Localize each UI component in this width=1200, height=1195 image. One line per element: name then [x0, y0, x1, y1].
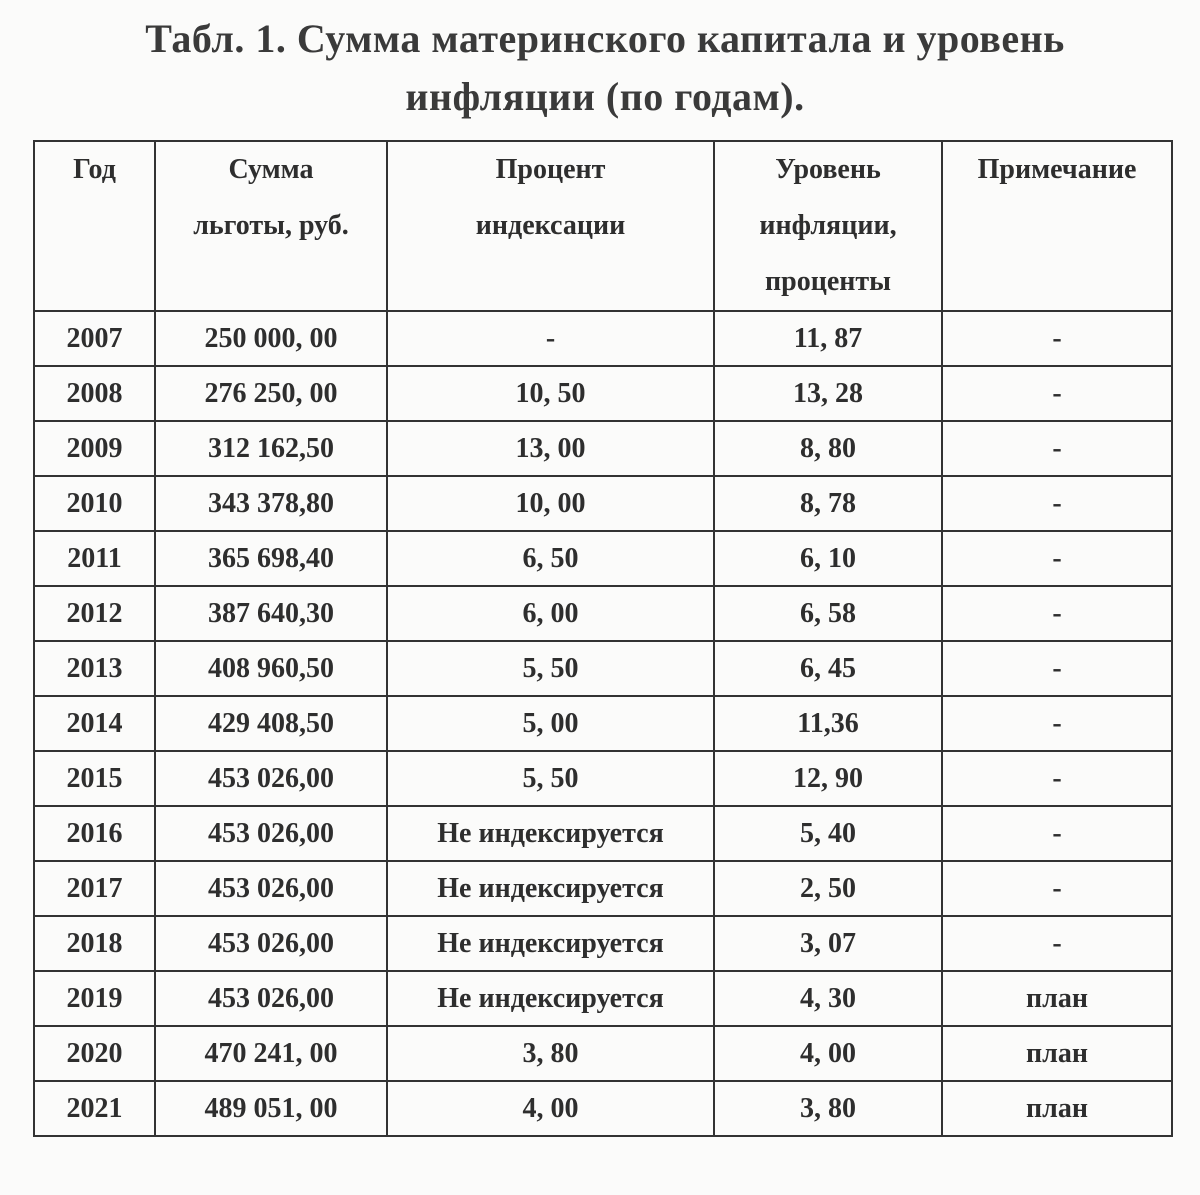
table-row [34, 531, 1172, 586]
cell-indexation-percent: Не индексируется [387, 971, 714, 1026]
table-row [34, 586, 1172, 641]
cell-note: - [942, 751, 1172, 806]
header-row [34, 141, 1172, 311]
cell-benefit-sum: 453 026,00 [155, 916, 387, 971]
cell-note: - [942, 531, 1172, 586]
table-row [34, 751, 1172, 806]
cell-indexation-percent: 4, 00 [387, 1081, 714, 1136]
table-row [34, 366, 1172, 421]
cell-inflation-level: 2, 50 [714, 861, 942, 916]
cell-benefit-sum: 429 408,50 [155, 696, 387, 751]
header-note-label: Примечание [977, 154, 1137, 185]
cell-indexation-percent: 6, 00 [387, 586, 714, 641]
cell-benefit-sum: 312 162,50 [155, 421, 387, 476]
table-row [34, 696, 1172, 751]
header-indexation [387, 141, 714, 311]
cell-year: 2017 [34, 861, 155, 916]
cell-note: - [942, 861, 1172, 916]
cell-inflation-level: 6, 58 [714, 586, 942, 641]
cell-indexation-percent: 13, 00 [387, 421, 714, 476]
table-row [34, 916, 1172, 971]
table-row [34, 1026, 1172, 1081]
header-year-label: Год [73, 154, 116, 185]
cell-benefit-sum: 489 051, 00 [155, 1081, 387, 1136]
cell-indexation-percent: 6, 50 [387, 531, 714, 586]
cell-year: 2019 [34, 971, 155, 1026]
header-sum-line-1: Сумма [228, 154, 314, 185]
header-inflation [714, 141, 942, 311]
cell-year: 2015 [34, 751, 155, 806]
cell-indexation-percent: Не индексируется [387, 916, 714, 971]
cell-year: 2007 [34, 311, 155, 366]
cell-year: 2014 [34, 696, 155, 751]
cell-benefit-sum: 453 026,00 [155, 751, 387, 806]
cell-benefit-sum: 453 026,00 [155, 861, 387, 916]
table-row [34, 641, 1172, 696]
cell-note: - [942, 421, 1172, 476]
cell-year: 2013 [34, 641, 155, 696]
cell-inflation-level: 5, 40 [714, 806, 942, 861]
cell-note: - [942, 476, 1172, 531]
cell-note: план [942, 971, 1172, 1026]
table-caption-line-2: инфляции (по годам). [405, 74, 805, 119]
cell-benefit-sum: 408 960,50 [155, 641, 387, 696]
cell-indexation-percent: Не индексируется [387, 861, 714, 916]
cell-note: - [942, 311, 1172, 366]
header-year [34, 141, 155, 311]
cell-inflation-level: 8, 80 [714, 421, 942, 476]
cell-indexation-percent: 10, 00 [387, 476, 714, 531]
cell-note: - [942, 696, 1172, 751]
cell-inflation-level: 11, 87 [714, 311, 942, 366]
cell-inflation-level: 4, 00 [714, 1026, 942, 1081]
cell-benefit-sum: 453 026,00 [155, 806, 387, 861]
cell-benefit-sum: 250 000, 00 [155, 311, 387, 366]
header-indexation-line-2: индексации [475, 210, 626, 241]
cell-benefit-sum: 387 640,30 [155, 586, 387, 641]
cell-inflation-level: 3, 07 [714, 916, 942, 971]
cell-note: план [942, 1081, 1172, 1136]
header-sum [155, 141, 387, 311]
table-row [34, 806, 1172, 861]
cell-year: 2011 [34, 531, 155, 586]
cell-year: 2012 [34, 586, 155, 641]
cell-inflation-level: 12, 90 [714, 751, 942, 806]
cell-year: 2021 [34, 1081, 155, 1136]
cell-indexation-percent: 5, 50 [387, 751, 714, 806]
cell-year: 2010 [34, 476, 155, 531]
cell-note: план [942, 1026, 1172, 1081]
header-indexation-line-1: Процент [495, 154, 606, 185]
cell-inflation-level: 4, 30 [714, 971, 942, 1026]
cell-note: - [942, 586, 1172, 641]
cell-benefit-sum: 453 026,00 [155, 971, 387, 1026]
maternity-capital-table [33, 140, 1173, 1137]
cell-year: 2016 [34, 806, 155, 861]
cell-indexation-percent: Не индексируется [387, 806, 714, 861]
table-row [34, 861, 1172, 916]
cell-inflation-level: 11,36 [714, 696, 942, 751]
cell-year: 2008 [34, 366, 155, 421]
header-inflation-line-1: Уровень [775, 154, 881, 185]
header-note [942, 141, 1172, 311]
cell-benefit-sum: 343 378,80 [155, 476, 387, 531]
cell-inflation-level: 6, 45 [714, 641, 942, 696]
table-row [34, 421, 1172, 476]
table-row [34, 971, 1172, 1026]
cell-inflation-level: 3, 80 [714, 1081, 942, 1136]
cell-benefit-sum: 365 698,40 [155, 531, 387, 586]
cell-year: 2018 [34, 916, 155, 971]
table-row [34, 1081, 1172, 1136]
cell-inflation-level: 6, 10 [714, 531, 942, 586]
header-inflation-line-3: проценты [764, 266, 891, 297]
cell-indexation-percent: 3, 80 [387, 1026, 714, 1081]
cell-benefit-sum: 470 241, 00 [155, 1026, 387, 1081]
cell-note: - [942, 366, 1172, 421]
header-sum-line-2: льготы, руб. [193, 210, 349, 241]
cell-indexation-percent: 5, 00 [387, 696, 714, 751]
header-inflation-line-2: инфляции, [759, 210, 897, 241]
cell-inflation-level: 8, 78 [714, 476, 942, 531]
table-caption-line-1: Табл. 1. Сумма материнского капитала и уровень [145, 16, 1065, 61]
cell-indexation-percent: 10, 50 [387, 366, 714, 421]
cell-indexation-percent: - [387, 311, 714, 366]
cell-inflation-level: 13, 28 [714, 366, 942, 421]
table-caption [0, 10, 1200, 126]
table-row [34, 311, 1172, 366]
cell-note: - [942, 806, 1172, 861]
cell-year: 2009 [34, 421, 155, 476]
cell-year: 2020 [34, 1026, 155, 1081]
table-body [34, 311, 1172, 1136]
cell-benefit-sum: 276 250, 00 [155, 366, 387, 421]
cell-note: - [942, 641, 1172, 696]
cell-note: - [942, 916, 1172, 971]
cell-indexation-percent: 5, 50 [387, 641, 714, 696]
table-row [34, 476, 1172, 531]
